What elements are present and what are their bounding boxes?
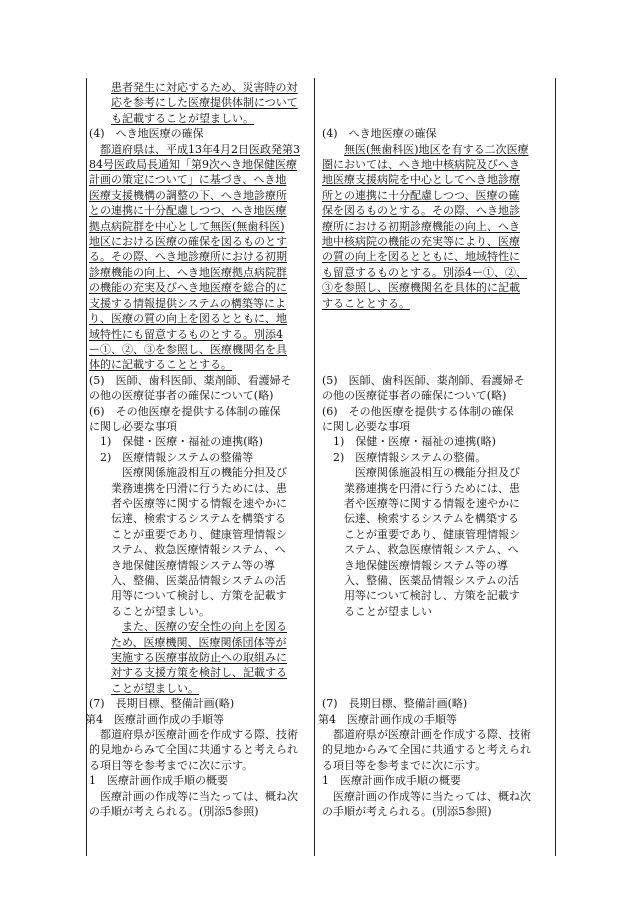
text-line: ことが望ましい。 (111, 681, 199, 695)
text-line: 用等について検討し、方策を記載す (111, 589, 287, 603)
text-line: の他の医療従事者の確保について(略) (89, 389, 274, 403)
text-line: 都道府県が医療計画を作成する際、技術 (100, 728, 298, 742)
text-line: 用等について検討し、方策を記載す (344, 589, 520, 603)
left-column (85, 80, 313, 820)
text-line: することとする。 (322, 296, 410, 310)
text-line: る項目等を参考までに次に示す。 (322, 758, 487, 772)
section-heading: (7) 長期目標、整備計画(略) (322, 697, 468, 711)
spacer (322, 311, 554, 326)
spacer (322, 95, 554, 110)
text-line: 都道府県が医療計画を作成する際、技術 (333, 728, 531, 742)
text-line: 都道府県は、平成13年4月2日医政発第3 (100, 142, 300, 156)
text-line: も留意するものとする。別添4ー①、②、 (322, 265, 527, 279)
text-line: 無医(無歯科医)地区を有する二次医療 (344, 142, 529, 156)
section-heading: 1 医療計画作成手順の概要 (322, 774, 461, 788)
text-line: 伝達、検索するシステムを構築する (344, 512, 519, 526)
text-line: 実施する医療事故防止への取組みに (111, 651, 287, 665)
text-line: ることが望ましい (344, 604, 432, 618)
text-line: 84号医政局長通知「第9次へき地保健医療 (89, 158, 297, 172)
subsection-heading: 2) 医療情報システムの整備。 (333, 450, 487, 464)
text-line: 業務連携を円滑に行うためには、患 (344, 481, 520, 495)
text-line: ることが望ましい。 (111, 604, 210, 618)
section-heading: (6) その他医療を提供する体制の確保 (89, 404, 281, 418)
text-line: 対する支援方策を検討し、記載する (111, 666, 287, 680)
text-line: に関し必要な事項 (322, 419, 410, 433)
spacer (322, 111, 554, 126)
text-line: 地中核病院の機能の充実等により、医療 (322, 235, 520, 249)
text-line: 患者発生に対応するため、災害時の対 (111, 81, 298, 94)
text-line: 支援する情報提供システムの構築等によ (89, 296, 286, 310)
subsection-heading: 2) 医療情報システムの整備等 (100, 450, 254, 464)
spacer (322, 665, 554, 680)
text-line: ステム、救急医療情報システム、へ (344, 543, 519, 557)
text-line: ステム、救急医療情報システム、へ (111, 543, 286, 557)
chapter-heading: 第4 医療計画作成の手順等 (318, 712, 457, 726)
text-line: 診療機能の向上、へき地医療拠点病院群 (89, 265, 287, 279)
text-line: 者や医療等に関する情報を速やかに (344, 496, 520, 510)
text-line: の機能の充実及びへき地医療を総合的に (89, 281, 287, 295)
section-heading: (5) 医師、歯科医師、薬剤師、看護婦そ (89, 373, 292, 387)
text-line: ことが重要であり、健康管理情報シ (111, 527, 287, 541)
text-line: 医療関係施設相互の機能分担及び (122, 466, 287, 480)
text-line: ため、医療機関、医療関係団体等が (111, 635, 287, 649)
text-line: の手順が考えられる。(別添5参照) (89, 805, 259, 819)
text-line: また、医療の安全性の向上を図る (122, 620, 287, 634)
text-line: 医療計画の作成等に当たっては、概ね次 (333, 789, 531, 803)
subsection-heading: 1) 保健・医療・福祉の連携(略) (100, 435, 263, 449)
text-line: 応を参考にした医療提供体制について (111, 96, 298, 110)
text-line: 的見地からみて全国に共通すると考えられ (89, 743, 298, 757)
text-line: ことが重要であり、健康管理情報シ (344, 527, 520, 541)
text-line: の他の医療従事者の確保について(略) (322, 389, 507, 403)
table-border-middle (314, 78, 315, 856)
table-border-left (86, 78, 87, 856)
section-heading: 1 医療計画作成手順の概要 (89, 774, 228, 788)
section-heading: (6) その他医療を提供する体制の確保 (322, 404, 514, 418)
right-column (318, 80, 554, 820)
subsection-heading: 1) 保健・医療・福祉の連携(略) (333, 435, 496, 449)
text-line: との連携に十分配慮しつつ、へき地医療 (89, 204, 287, 218)
text-line: る項目等を参考までに次に示す。 (89, 758, 254, 772)
text-line: 入、整備、医薬品情報システムの活 (344, 574, 519, 587)
text-line: ー①、②、③を参照し、医療機関名を具 (89, 342, 287, 356)
table-border-right (555, 78, 556, 856)
section-heading: (5) 医師、歯科医師、薬剤師、看護婦そ (322, 373, 525, 387)
spacer (322, 357, 554, 372)
spacer (322, 635, 554, 650)
text-line: 者や医療等に関する情報を速やかに (111, 496, 287, 510)
text-line: き地保健医療情報システム等の導 (344, 558, 508, 572)
text-line: る。その際、へき地診療所における初期 (89, 250, 287, 264)
spacer (322, 342, 554, 357)
text-line: に関し必要な事項 (89, 419, 177, 433)
text-line: 的見地からみて全国に共通すると考えられ (322, 743, 531, 757)
spacer (322, 619, 554, 634)
text-line: 地医療支援病院を中心としてへき地診療 (322, 173, 520, 187)
section-heading: (4) へき地医療の確保 (89, 127, 204, 141)
text-line: 域特性にも留意するものとする。別添4 (89, 327, 283, 341)
text-line: 入、整備、医薬品情報システムの活 (111, 574, 286, 587)
text-line: 保を図るものとする。その際、へき地診 (322, 204, 520, 218)
text-line: 地区における医療の確保を図るものとす (89, 235, 287, 249)
spacer (322, 650, 554, 665)
spacer (322, 681, 554, 696)
text-line: 医療支援機構の調整の下、へき地診療所 (89, 188, 287, 202)
text-line: 療所における初期診療機能の向上、へき (322, 219, 520, 233)
section-heading: (4) へき地医療の確保 (322, 127, 437, 141)
text-line: 伝達、検索するシステムを構築する (111, 512, 286, 526)
text-line: も記載することが望ましい。 (111, 111, 254, 125)
text-line: の手順が考えられる。(別添5参照) (322, 805, 492, 819)
text-line: 業務連携を円滑に行うためには、患 (111, 481, 287, 495)
text-line: 医療関係施設相互の機能分担及び (355, 466, 520, 480)
text-line: 体的に記載することとする。 (89, 358, 232, 372)
text-line: 圏においては、へき地中核病院及びへき (322, 158, 520, 172)
text-line: き地保健医療情報システム等の導 (111, 558, 275, 572)
text-line: 拠点病院群を中心として無医(無歯科医) (89, 219, 285, 233)
text-line: 医療計画の作成等に当たっては、概ね次 (100, 789, 298, 803)
chapter-heading: 第4 医療計画作成の手順等 (85, 712, 224, 726)
text-line: ③を参照し、医療機関名を具体的に記載 (322, 281, 520, 295)
text-line: 計画の策定について」に基づき、へき地 (89, 173, 287, 187)
text-line: の質の向上を図るとともに、地域特性に (322, 250, 520, 264)
spacer (322, 327, 554, 342)
section-heading: (7) 長期目標、整備計画(略) (89, 697, 235, 711)
spacer (322, 80, 554, 95)
text-line: り、医療の質の向上を図るとともに、地 (89, 312, 287, 326)
text-line: 所との連携に十分配慮しつつ、医療の確 (322, 188, 520, 202)
